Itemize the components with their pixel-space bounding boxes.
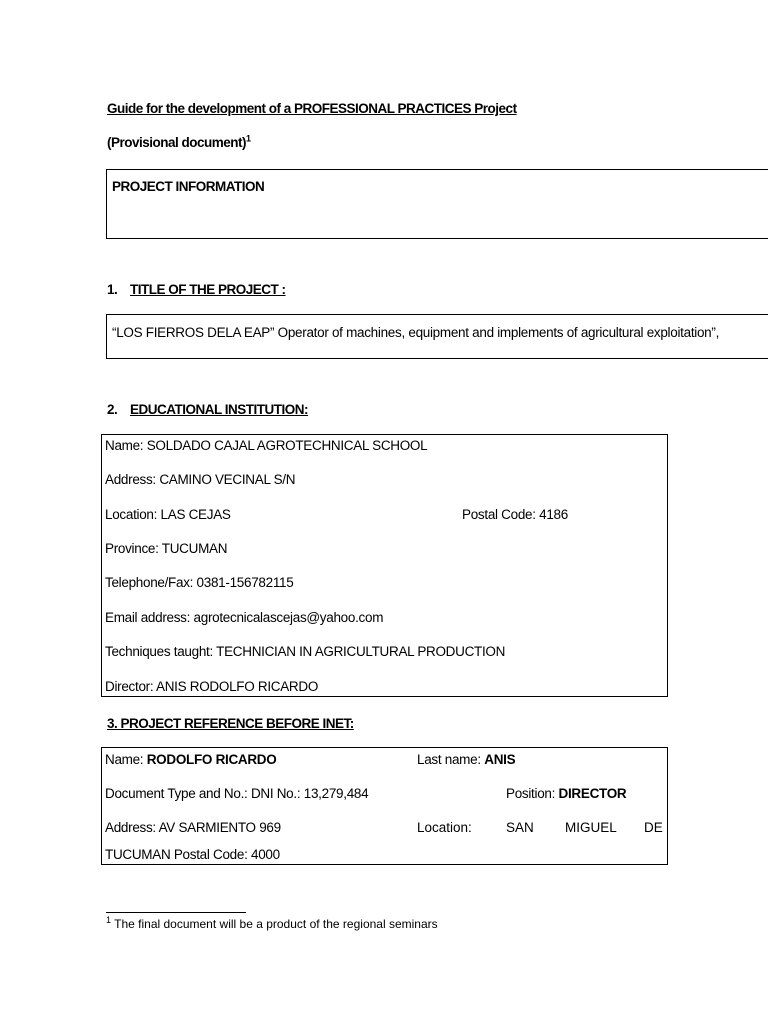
project-title-box bbox=[106, 314, 768, 359]
reference-location-continued: TUCUMAN Postal Code: 4000 bbox=[105, 847, 280, 862]
footnote-separator bbox=[106, 912, 246, 913]
reference-lastname-label: Last name: bbox=[417, 752, 485, 767]
institution-director: Director: ANIS RODOLFO RICARDO bbox=[105, 679, 319, 694]
reference-position-value: DIRECTOR bbox=[558, 786, 627, 801]
reference-position-label: Position: bbox=[506, 786, 559, 801]
section-1-number: 1. bbox=[107, 282, 118, 297]
footnote-text: The final document will be a product of the regional seminars bbox=[111, 917, 438, 931]
reference-location-word-2: MIGUEL bbox=[565, 820, 617, 835]
project-information-box bbox=[106, 169, 768, 239]
reference-name-value: RODOLFO RICARDO bbox=[146, 752, 277, 767]
footnote bbox=[106, 917, 438, 931]
reference-address: Address: AV SARMIENTO 969 bbox=[105, 820, 281, 835]
institution-postal-code: Postal Code: 4186 bbox=[462, 507, 568, 522]
institution-telephone: Telephone/Fax: 0381-156782115 bbox=[105, 575, 294, 590]
reference-name-label: Name: bbox=[105, 752, 147, 767]
section-3-heading: 3. PROJECT REFERENCE BEFORE INET: bbox=[107, 716, 354, 731]
institution-name: Name: SOLDADO CAJAL AGROTECHNICAL SCHOOL bbox=[105, 438, 428, 453]
subtitle-text: (Provisional document) bbox=[107, 135, 247, 150]
reference-position bbox=[506, 786, 626, 801]
reference-location-word-1: SAN bbox=[506, 820, 534, 835]
institution-location: Location: LAS CEJAS bbox=[105, 507, 231, 522]
footnote-mark: 1 bbox=[106, 915, 112, 925]
section-2-number: 2. bbox=[107, 402, 118, 417]
reference-location-label: Location: bbox=[417, 820, 472, 835]
subtitle-footnote-mark: 1 bbox=[246, 133, 251, 144]
document-title: Guide for the development of a PROFESSIONAL PRACTICES Project bbox=[107, 101, 517, 116]
institution-address: Address: CAMINO VECINAL S/N bbox=[105, 472, 296, 487]
reference-lastname bbox=[417, 752, 515, 767]
document-subtitle bbox=[107, 135, 251, 150]
institution-province: Province: TUCUMAN bbox=[105, 541, 228, 556]
reference-location-word-3: DE bbox=[644, 820, 663, 835]
reference-name bbox=[105, 752, 276, 767]
institution-email: Email address: agrotecnicalascejas@yahoo.com bbox=[105, 610, 384, 625]
institution-techniques: Techniques taught: TECHNICIAN IN AGRICULTURAL PRODUCTION bbox=[105, 644, 506, 659]
reference-document: Document Type and No.: DNI No.: 13,279,484 bbox=[105, 786, 369, 801]
section-1-heading: TITLE OF THE PROJECT : bbox=[130, 282, 286, 297]
project-title-text: “LOS FIERROS DELA EAP” Operator of machines, equipment and implements of agricultural exploitation”, bbox=[112, 325, 720, 340]
section-2-heading: EDUCATIONAL INSTITUTION: bbox=[130, 402, 308, 417]
reference-lastname-value: ANIS bbox=[484, 752, 516, 767]
project-information-heading: PROJECT INFORMATION bbox=[112, 179, 265, 194]
